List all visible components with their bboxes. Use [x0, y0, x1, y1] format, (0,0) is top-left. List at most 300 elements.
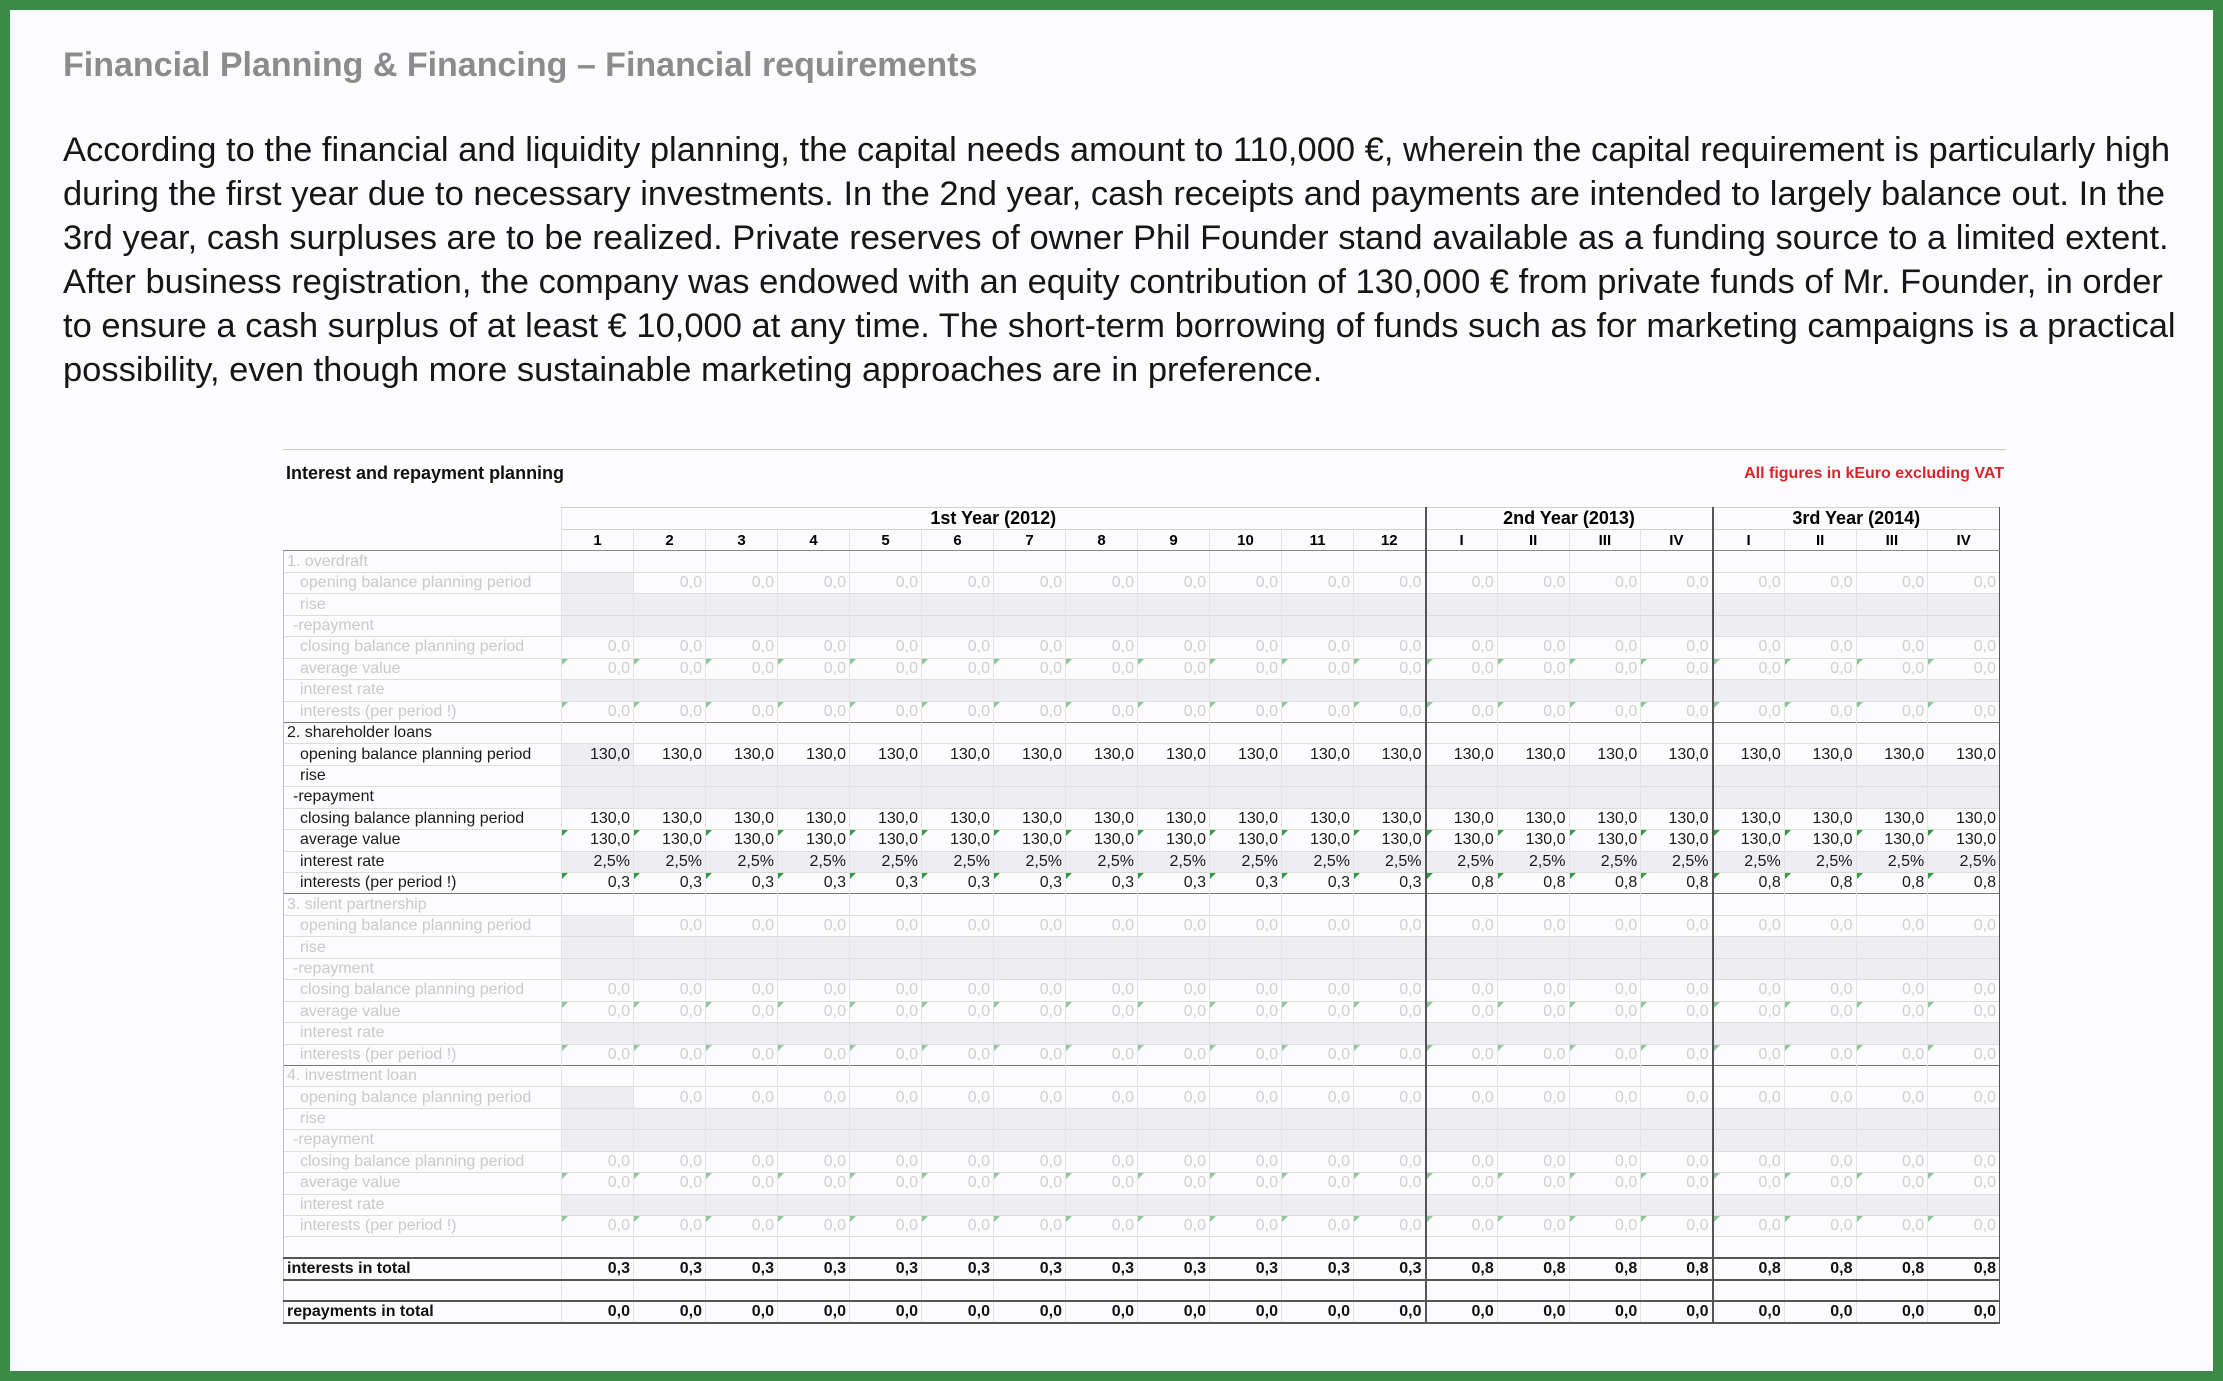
- value-cell[interactable]: 0,0: [850, 572, 922, 593]
- value-cell[interactable]: 0,0: [1354, 1216, 1426, 1237]
- value-cell[interactable]: [1713, 787, 1785, 808]
- value-cell[interactable]: 0,0: [706, 637, 778, 658]
- value-cell[interactable]: 0,0: [634, 1173, 706, 1194]
- value-cell[interactable]: 130,0: [1497, 808, 1569, 829]
- value-cell[interactable]: 0,0: [1497, 1151, 1569, 1172]
- value-cell[interactable]: 130,0: [994, 830, 1066, 851]
- value-cell[interactable]: 130,0: [1138, 830, 1210, 851]
- value-cell[interactable]: 130,0: [850, 808, 922, 829]
- value-cell[interactable]: [1784, 615, 1856, 636]
- value-cell[interactable]: 0,0: [778, 980, 850, 1001]
- value-cell[interactable]: 0,0: [1713, 572, 1785, 593]
- value-cell[interactable]: 0,0: [994, 572, 1066, 593]
- value-cell[interactable]: [778, 765, 850, 786]
- value-cell[interactable]: [634, 765, 706, 786]
- value-cell[interactable]: 130,0: [1354, 808, 1426, 829]
- value-cell[interactable]: [778, 1108, 850, 1129]
- value-cell[interactable]: 0,0: [922, 980, 994, 1001]
- value-cell[interactable]: [1713, 958, 1785, 979]
- value-cell[interactable]: [850, 937, 922, 958]
- value-cell[interactable]: 0,0: [1856, 637, 1928, 658]
- value-cell[interactable]: [562, 1130, 634, 1151]
- value-cell[interactable]: 0,0: [994, 915, 1066, 936]
- value-cell[interactable]: [1569, 1023, 1641, 1044]
- value-cell[interactable]: [994, 765, 1066, 786]
- value-cell[interactable]: 0,0: [850, 701, 922, 722]
- value-cell[interactable]: [1354, 615, 1426, 636]
- value-cell[interactable]: 0,0: [1856, 1087, 1928, 1108]
- value-cell[interactable]: 130,0: [1856, 744, 1928, 765]
- value-cell[interactable]: [1641, 765, 1713, 786]
- value-cell[interactable]: 130,0: [1784, 830, 1856, 851]
- value-cell[interactable]: 0,0: [634, 1044, 706, 1065]
- value-cell[interactable]: [1497, 937, 1569, 958]
- value-cell[interactable]: 0,3: [1066, 873, 1138, 894]
- value-cell[interactable]: 0,0: [1713, 658, 1785, 679]
- value-cell[interactable]: 0,0: [1928, 980, 2000, 1001]
- value-cell[interactable]: 130,0: [1066, 808, 1138, 829]
- value-cell[interactable]: 0,0: [1784, 1087, 1856, 1108]
- value-cell[interactable]: 0,0: [1713, 1173, 1785, 1194]
- value-cell[interactable]: [1426, 1130, 1498, 1151]
- value-cell[interactable]: 0,0: [994, 1216, 1066, 1237]
- value-cell[interactable]: [1784, 787, 1856, 808]
- value-cell[interactable]: [1856, 958, 1928, 979]
- value-cell[interactable]: 0,0: [1856, 980, 1928, 1001]
- value-cell[interactable]: 0,0: [1354, 701, 1426, 722]
- value-cell[interactable]: 2,5%: [1784, 851, 1856, 872]
- value-cell[interactable]: 0,0: [1138, 1044, 1210, 1065]
- value-cell[interactable]: 0,0: [1354, 1044, 1426, 1065]
- value-cell[interactable]: [1210, 615, 1282, 636]
- value-cell[interactable]: 0,0: [1426, 1087, 1498, 1108]
- value-cell[interactable]: 0,0: [1354, 1001, 1426, 1022]
- value-cell[interactable]: 0,0: [1066, 701, 1138, 722]
- value-cell[interactable]: [1210, 787, 1282, 808]
- value-cell[interactable]: [1569, 594, 1641, 615]
- value-cell[interactable]: 0,0: [1784, 915, 1856, 936]
- value-cell[interactable]: [1928, 594, 2000, 615]
- value-cell[interactable]: 0,0: [1856, 1001, 1928, 1022]
- value-cell[interactable]: 0,0: [1784, 980, 1856, 1001]
- value-cell[interactable]: 130,0: [1210, 830, 1282, 851]
- value-cell[interactable]: [1282, 1108, 1354, 1129]
- value-cell[interactable]: 0,3: [562, 873, 634, 894]
- value-cell[interactable]: [1066, 1108, 1138, 1129]
- value-cell[interactable]: 0,0: [634, 980, 706, 1001]
- value-cell[interactable]: [562, 572, 634, 593]
- value-cell[interactable]: 0,0: [778, 1087, 850, 1108]
- value-cell[interactable]: [1282, 1130, 1354, 1151]
- value-cell[interactable]: 130,0: [994, 808, 1066, 829]
- value-cell[interactable]: 0,0: [1569, 658, 1641, 679]
- value-cell[interactable]: 0,0: [706, 1216, 778, 1237]
- value-cell[interactable]: [1856, 1023, 1928, 1044]
- value-cell[interactable]: 0,0: [634, 1001, 706, 1022]
- value-cell[interactable]: 130,0: [562, 830, 634, 851]
- value-cell[interactable]: 0,3: [1138, 873, 1210, 894]
- value-cell[interactable]: 0,0: [850, 658, 922, 679]
- value-cell[interactable]: 0,0: [1497, 572, 1569, 593]
- total-cell[interactable]: 0,0: [1282, 1301, 1354, 1322]
- value-cell[interactable]: 0,0: [1426, 980, 1498, 1001]
- value-cell[interactable]: [850, 787, 922, 808]
- total-cell[interactable]: 0,0: [922, 1301, 994, 1322]
- value-cell[interactable]: [634, 1194, 706, 1215]
- value-cell[interactable]: 0,0: [1713, 1216, 1785, 1237]
- total-cell[interactable]: 0,3: [778, 1258, 850, 1279]
- value-cell[interactable]: [634, 958, 706, 979]
- value-cell[interactable]: 0,8: [1856, 873, 1928, 894]
- value-cell[interactable]: [1138, 958, 1210, 979]
- value-cell[interactable]: [1784, 680, 1856, 701]
- value-cell[interactable]: 130,0: [1066, 830, 1138, 851]
- value-cell[interactable]: [1426, 615, 1498, 636]
- value-cell[interactable]: 0,0: [1784, 1001, 1856, 1022]
- value-cell[interactable]: 0,8: [1569, 873, 1641, 894]
- total-cell[interactable]: 0,0: [1138, 1301, 1210, 1322]
- value-cell[interactable]: [778, 680, 850, 701]
- value-cell[interactable]: 0,0: [1928, 1044, 2000, 1065]
- value-cell[interactable]: [1928, 765, 2000, 786]
- value-cell[interactable]: 0,0: [562, 1173, 634, 1194]
- value-cell[interactable]: [634, 1130, 706, 1151]
- value-cell[interactable]: 0,0: [778, 658, 850, 679]
- value-cell[interactable]: 0,0: [922, 701, 994, 722]
- value-cell[interactable]: [1426, 937, 1498, 958]
- value-cell[interactable]: [850, 594, 922, 615]
- value-cell[interactable]: 0,0: [1497, 658, 1569, 679]
- value-cell[interactable]: 0,0: [1928, 1001, 2000, 1022]
- value-cell[interactable]: 0,3: [1282, 873, 1354, 894]
- total-cell[interactable]: 0,3: [562, 1258, 634, 1279]
- value-cell[interactable]: [1282, 937, 1354, 958]
- value-cell[interactable]: 0,0: [1210, 980, 1282, 1001]
- value-cell[interactable]: [994, 1130, 1066, 1151]
- value-cell[interactable]: [1713, 615, 1785, 636]
- total-cell[interactable]: 0,8: [1856, 1258, 1928, 1279]
- value-cell[interactable]: [706, 787, 778, 808]
- value-cell[interactable]: [1713, 1130, 1785, 1151]
- total-cell[interactable]: 0,0: [778, 1301, 850, 1322]
- value-cell[interactable]: 0,0: [562, 658, 634, 679]
- value-cell[interactable]: [1426, 680, 1498, 701]
- value-cell[interactable]: [1569, 680, 1641, 701]
- value-cell[interactable]: 130,0: [1354, 744, 1426, 765]
- value-cell[interactable]: 0,0: [994, 1087, 1066, 1108]
- value-cell[interactable]: [922, 1130, 994, 1151]
- value-cell[interactable]: 0,0: [1641, 637, 1713, 658]
- value-cell[interactable]: 130,0: [1497, 744, 1569, 765]
- value-cell[interactable]: [922, 1108, 994, 1129]
- value-cell[interactable]: [1066, 1130, 1138, 1151]
- value-cell[interactable]: 0,0: [706, 572, 778, 593]
- value-cell[interactable]: 0,0: [1928, 1087, 2000, 1108]
- total-cell[interactable]: 0,0: [1426, 1301, 1498, 1322]
- value-cell[interactable]: 0,3: [634, 873, 706, 894]
- value-cell[interactable]: [1784, 1108, 1856, 1129]
- value-cell[interactable]: [634, 594, 706, 615]
- value-cell[interactable]: [634, 680, 706, 701]
- total-cell[interactable]: 0,8: [1569, 1258, 1641, 1279]
- value-cell[interactable]: 130,0: [778, 830, 850, 851]
- value-cell[interactable]: [850, 1130, 922, 1151]
- value-cell[interactable]: 0,0: [1354, 572, 1426, 593]
- value-cell[interactable]: 0,0: [706, 1044, 778, 1065]
- value-cell[interactable]: 0,0: [706, 915, 778, 936]
- value-cell[interactable]: [1641, 1194, 1713, 1215]
- value-cell[interactable]: [778, 787, 850, 808]
- value-cell[interactable]: 0,0: [562, 1151, 634, 1172]
- value-cell[interactable]: [922, 1023, 994, 1044]
- value-cell[interactable]: 0,0: [1066, 1087, 1138, 1108]
- value-cell[interactable]: 0,0: [778, 637, 850, 658]
- value-cell[interactable]: 0,0: [922, 1001, 994, 1022]
- value-cell[interactable]: 0,0: [1784, 658, 1856, 679]
- value-cell[interactable]: 130,0: [1210, 808, 1282, 829]
- value-cell[interactable]: 0,0: [1138, 980, 1210, 1001]
- value-cell[interactable]: 0,0: [1426, 1151, 1498, 1172]
- value-cell[interactable]: [1641, 937, 1713, 958]
- value-cell[interactable]: 130,0: [1282, 808, 1354, 829]
- value-cell[interactable]: 0,0: [1497, 1044, 1569, 1065]
- value-cell[interactable]: [1928, 1194, 2000, 1215]
- value-cell[interactable]: [778, 958, 850, 979]
- value-cell[interactable]: 0,0: [1928, 701, 2000, 722]
- value-cell[interactable]: 130,0: [1569, 830, 1641, 851]
- total-cell[interactable]: 0,0: [850, 1301, 922, 1322]
- total-cell[interactable]: 0,3: [706, 1258, 778, 1279]
- value-cell[interactable]: [1928, 937, 2000, 958]
- value-cell[interactable]: [1856, 680, 1928, 701]
- value-cell[interactable]: [1066, 615, 1138, 636]
- total-cell[interactable]: 0,0: [1856, 1301, 1928, 1322]
- value-cell[interactable]: 2,5%: [562, 851, 634, 872]
- value-cell[interactable]: 0,0: [922, 1216, 994, 1237]
- value-cell[interactable]: [1928, 1108, 2000, 1129]
- value-cell[interactable]: [922, 958, 994, 979]
- value-cell[interactable]: [1426, 765, 1498, 786]
- value-cell[interactable]: [1497, 1108, 1569, 1129]
- value-cell[interactable]: 0,0: [634, 1151, 706, 1172]
- value-cell[interactable]: 0,0: [1066, 1001, 1138, 1022]
- value-cell[interactable]: 0,0: [1426, 915, 1498, 936]
- value-cell[interactable]: [1066, 1194, 1138, 1215]
- value-cell[interactable]: [1713, 1023, 1785, 1044]
- value-cell[interactable]: [1641, 1023, 1713, 1044]
- value-cell[interactable]: [1713, 594, 1785, 615]
- value-cell[interactable]: 0,0: [1210, 915, 1282, 936]
- value-cell[interactable]: 0,0: [1784, 637, 1856, 658]
- value-cell[interactable]: 0,0: [1210, 1001, 1282, 1022]
- value-cell[interactable]: [1138, 1194, 1210, 1215]
- value-cell[interactable]: [1713, 1108, 1785, 1129]
- value-cell[interactable]: [1641, 958, 1713, 979]
- total-cell[interactable]: 0,8: [1928, 1258, 2000, 1279]
- value-cell[interactable]: 0,0: [1210, 1151, 1282, 1172]
- value-cell[interactable]: 0,0: [1138, 1151, 1210, 1172]
- value-cell[interactable]: [1569, 1108, 1641, 1129]
- value-cell[interactable]: 0,0: [1641, 658, 1713, 679]
- value-cell[interactable]: [1713, 1194, 1785, 1215]
- value-cell[interactable]: [634, 1023, 706, 1044]
- value-cell[interactable]: 0,0: [778, 1151, 850, 1172]
- value-cell[interactable]: [562, 680, 634, 701]
- value-cell[interactable]: 0,0: [634, 637, 706, 658]
- value-cell[interactable]: 0,0: [706, 701, 778, 722]
- value-cell[interactable]: [922, 937, 994, 958]
- value-cell[interactable]: [706, 1108, 778, 1129]
- value-cell[interactable]: 130,0: [1282, 830, 1354, 851]
- value-cell[interactable]: [1210, 937, 1282, 958]
- value-cell[interactable]: 0,0: [1066, 658, 1138, 679]
- value-cell[interactable]: [850, 1023, 922, 1044]
- value-cell[interactable]: 0,0: [1210, 1216, 1282, 1237]
- value-cell[interactable]: 0,0: [1928, 1173, 2000, 1194]
- value-cell[interactable]: 0,0: [1641, 1044, 1713, 1065]
- value-cell[interactable]: [1928, 787, 2000, 808]
- value-cell[interactable]: [994, 680, 1066, 701]
- value-cell[interactable]: 0,0: [1928, 658, 2000, 679]
- value-cell[interactable]: 0,0: [1569, 915, 1641, 936]
- value-cell[interactable]: [994, 594, 1066, 615]
- value-cell[interactable]: [706, 1194, 778, 1215]
- value-cell[interactable]: [922, 1194, 994, 1215]
- value-cell[interactable]: 0,0: [1713, 637, 1785, 658]
- value-cell[interactable]: 0,0: [706, 1001, 778, 1022]
- value-cell[interactable]: 130,0: [850, 744, 922, 765]
- value-cell[interactable]: 0,0: [850, 915, 922, 936]
- value-cell[interactable]: 0,0: [922, 658, 994, 679]
- value-cell[interactable]: 0,0: [1856, 1173, 1928, 1194]
- value-cell[interactable]: [1497, 765, 1569, 786]
- value-cell[interactable]: 0,0: [1856, 915, 1928, 936]
- value-cell[interactable]: [562, 1108, 634, 1129]
- value-cell[interactable]: 130,0: [1426, 808, 1498, 829]
- value-cell[interactable]: [922, 680, 994, 701]
- value-cell[interactable]: 130,0: [1784, 808, 1856, 829]
- value-cell[interactable]: 0,0: [1138, 1173, 1210, 1194]
- value-cell[interactable]: [1569, 615, 1641, 636]
- value-cell[interactable]: [1713, 765, 1785, 786]
- value-cell[interactable]: 130,0: [1354, 830, 1426, 851]
- value-cell[interactable]: 0,0: [1784, 572, 1856, 593]
- value-cell[interactable]: 0,3: [1210, 873, 1282, 894]
- value-cell[interactable]: [778, 615, 850, 636]
- value-cell[interactable]: 0,0: [706, 658, 778, 679]
- value-cell[interactable]: 0,0: [1856, 572, 1928, 593]
- total-cell[interactable]: 0,3: [1354, 1258, 1426, 1279]
- value-cell[interactable]: 0,0: [1282, 572, 1354, 593]
- value-cell[interactable]: 2,5%: [1282, 851, 1354, 872]
- value-cell[interactable]: 0,0: [1354, 1087, 1426, 1108]
- value-cell[interactable]: [1569, 787, 1641, 808]
- value-cell[interactable]: [1282, 1194, 1354, 1215]
- value-cell[interactable]: 0,0: [1066, 980, 1138, 1001]
- value-cell[interactable]: [1066, 787, 1138, 808]
- value-cell[interactable]: [1066, 765, 1138, 786]
- value-cell[interactable]: 0,0: [994, 701, 1066, 722]
- value-cell[interactable]: 0,0: [1497, 915, 1569, 936]
- value-cell[interactable]: 2,5%: [1497, 851, 1569, 872]
- value-cell[interactable]: [1856, 1130, 1928, 1151]
- value-cell[interactable]: 130,0: [1856, 830, 1928, 851]
- value-cell[interactable]: 0,0: [1426, 637, 1498, 658]
- value-cell[interactable]: [1354, 765, 1426, 786]
- total-cell[interactable]: 0,8: [1426, 1258, 1498, 1279]
- total-cell[interactable]: 0,0: [706, 1301, 778, 1322]
- value-cell[interactable]: 0,0: [1569, 572, 1641, 593]
- value-cell[interactable]: 0,0: [1282, 1151, 1354, 1172]
- value-cell[interactable]: 0,0: [1641, 1173, 1713, 1194]
- value-cell[interactable]: 0,0: [1856, 1216, 1928, 1237]
- value-cell[interactable]: 0,0: [1641, 915, 1713, 936]
- value-cell[interactable]: 2,5%: [1641, 851, 1713, 872]
- value-cell[interactable]: 130,0: [1210, 744, 1282, 765]
- value-cell[interactable]: [1713, 680, 1785, 701]
- value-cell[interactable]: 0,0: [778, 1173, 850, 1194]
- total-cell[interactable]: 0,3: [1210, 1258, 1282, 1279]
- value-cell[interactable]: [562, 765, 634, 786]
- value-cell[interactable]: [1426, 1023, 1498, 1044]
- value-cell[interactable]: [922, 765, 994, 786]
- total-cell[interactable]: 0,0: [1497, 1301, 1569, 1322]
- value-cell[interactable]: [850, 765, 922, 786]
- value-cell[interactable]: [994, 1108, 1066, 1129]
- value-cell[interactable]: [562, 594, 634, 615]
- value-cell[interactable]: [1066, 594, 1138, 615]
- total-cell[interactable]: 0,0: [1569, 1301, 1641, 1322]
- value-cell[interactable]: 0,0: [1354, 980, 1426, 1001]
- value-cell[interactable]: [1354, 958, 1426, 979]
- value-cell[interactable]: 0,0: [1210, 572, 1282, 593]
- value-cell[interactable]: 2,5%: [1426, 851, 1498, 872]
- value-cell[interactable]: [1856, 615, 1928, 636]
- value-cell[interactable]: 0,0: [634, 701, 706, 722]
- value-cell[interactable]: 130,0: [1641, 830, 1713, 851]
- value-cell[interactable]: 0,3: [922, 873, 994, 894]
- value-cell[interactable]: [1497, 1194, 1569, 1215]
- value-cell[interactable]: 0,0: [1210, 637, 1282, 658]
- value-cell[interactable]: [1138, 1108, 1210, 1129]
- value-cell[interactable]: [1641, 680, 1713, 701]
- value-cell[interactable]: 0,0: [1426, 701, 1498, 722]
- value-cell[interactable]: [1569, 1194, 1641, 1215]
- value-cell[interactable]: [1569, 937, 1641, 958]
- value-cell[interactable]: [1354, 680, 1426, 701]
- value-cell[interactable]: [1210, 765, 1282, 786]
- value-cell[interactable]: [1784, 958, 1856, 979]
- value-cell[interactable]: 130,0: [1713, 744, 1785, 765]
- value-cell[interactable]: [1856, 787, 1928, 808]
- value-cell[interactable]: 0,0: [634, 915, 706, 936]
- value-cell[interactable]: 2,5%: [1928, 851, 2000, 872]
- value-cell[interactable]: 2,5%: [1210, 851, 1282, 872]
- value-cell[interactable]: [1210, 1023, 1282, 1044]
- value-cell[interactable]: 0,0: [1138, 572, 1210, 593]
- value-cell[interactable]: 0,0: [1784, 1173, 1856, 1194]
- value-cell[interactable]: [1354, 1023, 1426, 1044]
- value-cell[interactable]: 0,0: [1426, 572, 1498, 593]
- value-cell[interactable]: 0,0: [778, 1001, 850, 1022]
- value-cell[interactable]: [1282, 958, 1354, 979]
- value-cell[interactable]: [778, 1194, 850, 1215]
- value-cell[interactable]: [1138, 615, 1210, 636]
- value-cell[interactable]: 0,0: [922, 1151, 994, 1172]
- value-cell[interactable]: 0,0: [1497, 980, 1569, 1001]
- total-cell[interactable]: 0,0: [1210, 1301, 1282, 1322]
- value-cell[interactable]: 0,0: [1426, 1216, 1498, 1237]
